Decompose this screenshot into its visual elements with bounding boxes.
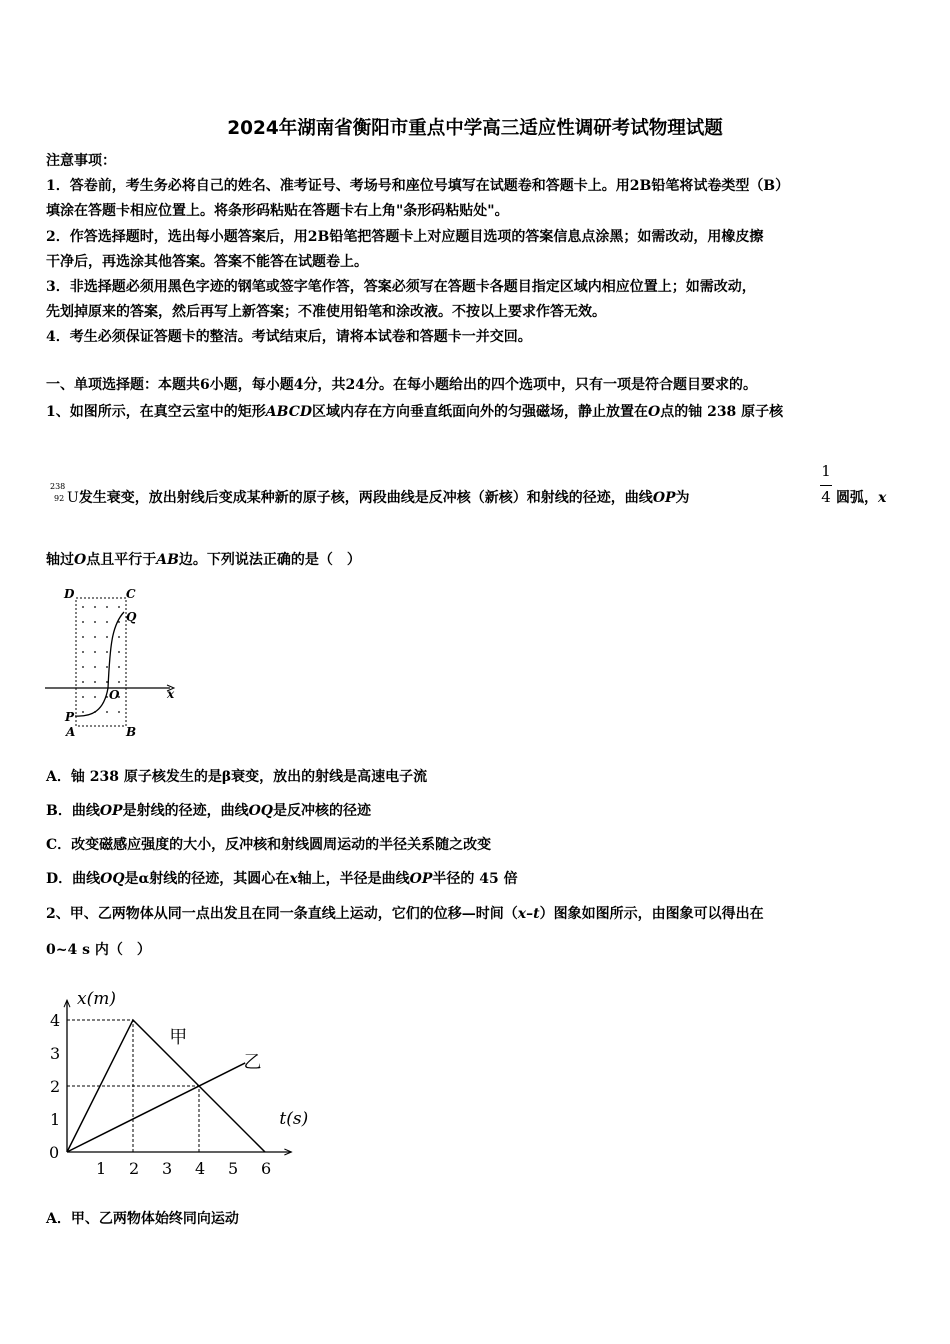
notice-line: 3．非选择题必须用黑色字迹的钢笔或签字笔作答，答案必须写在答题卡各题目指定区域内相应位置上；如需改动， [46,279,756,295]
isotope-atomic-number: 92 [54,494,65,503]
field-dot [106,621,108,623]
notice-line: 4．考生必须保证答题卡的整洁。考试结束后，请将本试卷和答题卡一并交回。 [46,329,532,345]
q2-stem-line1: 2、甲、乙两物体从同一点出发且在同一条直线上运动，它们的位移—时间（x–t）图象如图所示，由图象可以得出在 [46,906,764,922]
field-dot [106,711,108,713]
notice-line: 2．作答选择题时，选出每小题答案后，用2B铅笔把答题卡上对应题目选项的答案信息点涂黑；如需改动，用橡皮擦 [46,229,764,245]
notice-line: 先划掉原来的答案，然后再写上新答案；不准使用铅笔和涂改液。不按以上要求作答无效。 [46,304,606,320]
series-label-jia: 甲 [169,1027,188,1049]
x-tick-label: 4 [195,1159,206,1178]
label-Q: Q [126,610,137,624]
field-dot [94,636,96,638]
field-dot [118,681,120,683]
label-A: A [66,725,76,739]
q1-option-c: C．改变磁感应强度的大小，反冲核和射线圆周运动的半径关系随之改变 [46,837,492,853]
field-dot [82,636,84,638]
q2-option-a: A．甲、乙两物体始终同向运动 [46,1211,239,1227]
field-dot [82,606,84,608]
series-line-yi [67,1063,245,1152]
field-dot [106,651,108,653]
q1-stem-line2-end: 圆弧，x [836,490,887,506]
y-tick-label: 1 [50,1110,61,1129]
field-dot [82,711,84,713]
label-B: B [126,725,137,739]
chart-series [67,1020,265,1152]
uranium-symbol: U [67,490,79,506]
isotope-mass-number: 238 [50,482,66,491]
field-dot [82,621,84,623]
notice-line: 1．答卷前，考生务必将自己的姓名、准考证号、考场号和座位号填写在试题卷和答题卡上。用2B铅笔将试卷类型（B） [46,178,790,194]
y-tick-label: 4 [50,1011,61,1030]
y-axis-label: x(m) [77,989,116,1010]
y-tick-label: 2 [50,1077,61,1096]
notice-heading: 注意事项： [46,153,116,169]
q1-figure [40,585,190,740]
page-title: 2024年湖南省衡阳市重点中学高三适应性调研考试物理试题 [227,118,723,139]
field-dot [94,621,96,623]
label-C: C [126,587,136,601]
field-dot [82,681,84,683]
x-tick-label: 5 [228,1159,239,1178]
q1-option-a: A．铀 238 原子核发生的是β衰变，放出的射线是高速电子流 [46,769,428,785]
field-dot [118,606,120,608]
q1-stem-line2: U发生衰变，放出射线后变成某种新的原子核，两段曲线是反冲核（新核）和射线的径迹，曲线OP为 [67,490,690,506]
origin-label: 0 [49,1143,60,1162]
x-tick-label: 6 [261,1159,272,1178]
notice-line: 填涂在答题卡相应位置上。将条形码粘贴在答题卡右上角"条形码粘贴处"。 [46,203,509,219]
track-OQ [108,612,124,688]
chart-axes [64,1000,291,1155]
x-tick-label: 3 [162,1159,173,1178]
series-line-jia [67,1020,265,1152]
label-D: D [64,587,75,601]
field-dot [106,636,108,638]
field-dot [94,696,96,698]
xt-chart [40,975,340,1190]
q1-stem-line1: 1、如图所示，在真空云室中的矩形ABCD区域内存在方向垂直纸面向外的匀强磁场，静止放置在O点的铀 238 原子核 [46,404,784,420]
fraction-denominator: 4 [821,488,831,506]
field-dot [118,636,120,638]
q1-option-d: D．曲线OQ是α射线的径迹，其圆心在x轴上，半径是曲线OP半径的 45 倍 [46,871,518,887]
field-dot [106,666,108,668]
field-dot [82,651,84,653]
field-dot [82,666,84,668]
x-tick-label: 1 [96,1159,107,1178]
field-dot [118,666,120,668]
fraction-numerator: 1 [821,462,831,480]
label-x: x [167,687,175,701]
series-label-yi: 乙 [243,1051,262,1073]
field-dot [82,696,84,698]
field-dot [94,651,96,653]
label-P: P [65,710,75,724]
section-heading: 一、单项选择题：本题共6小题，每小题4分，共24分。在每小题给出的四个选项中，只有一项是符合题目要求的。 [46,377,757,393]
fraction-bar [820,485,832,486]
y-tick-label: 3 [50,1044,61,1063]
field-dot [94,681,96,683]
field-dot [118,711,120,713]
field-dot [106,606,108,608]
notice-line: 干净后，再选涂其他答案。答案不能答在试题卷上。 [46,254,368,270]
x-tick-label: 2 [129,1159,140,1178]
q1-option-b: B．曲线OP是射线的径迹，曲线OQ是反冲核的径迹 [46,803,371,819]
x-axis-label: t(s) [279,1109,309,1129]
q1-stem-line3: 轴过O点且平行于AB边。下列说法正确的是（ ） [46,552,361,568]
field-dot [94,606,96,608]
label-O: O [109,688,120,702]
field-dot [94,666,96,668]
q2-stem-line2: 0~4 s 内（ ） [46,942,151,958]
field-dot [118,651,120,653]
chart-labels [49,989,308,1178]
track-OP [75,688,108,716]
